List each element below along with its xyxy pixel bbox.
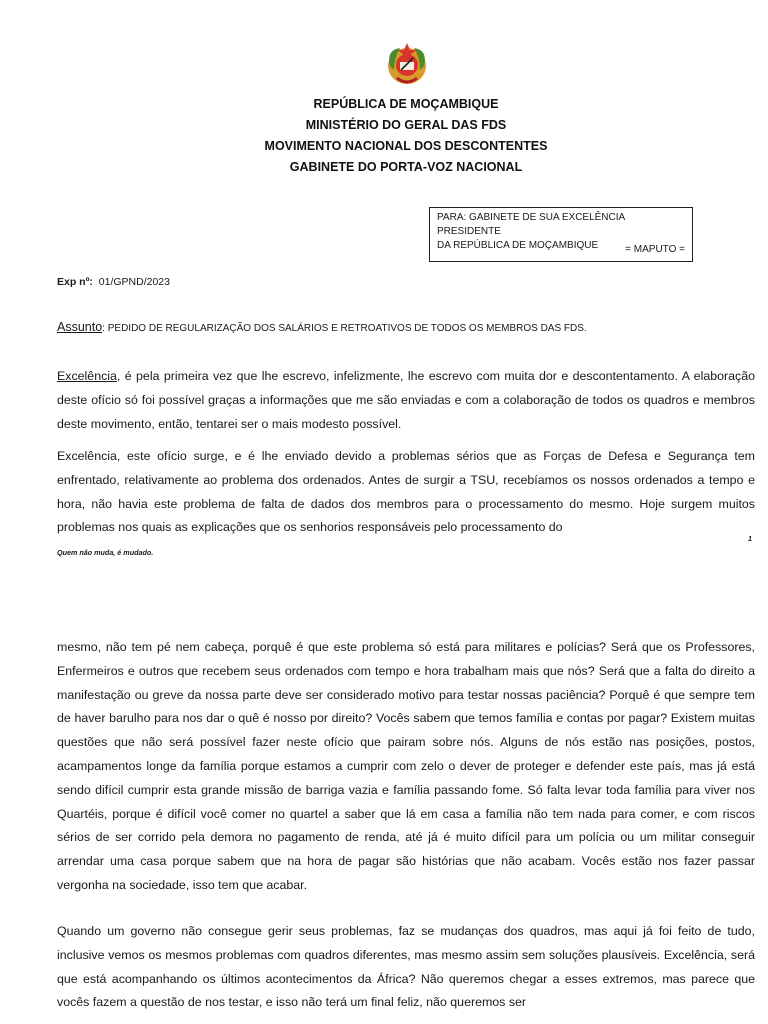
page-number: 1 (748, 536, 752, 543)
letterhead (0, 94, 768, 178)
body-paragraph-2: Excelência, este ofício surge, e é lhe enviado devido a problemas sérios que as Forças de Defesa e Segurança tem enfrentado, relativamente ao problema dos ordenados. Antes de surgir a TSU, recebíamos os nossos ordenados a tempo e hora, não havia este problema de falta de dados dos membros para o processamento do mesmo. Hoje surgem muitos problemas nos quais as explicações que os senhorios responsáveis pelo processamento do (57, 449, 755, 535)
recipient-line-1: PARA: GABINETE DE SUA EXCELÊNCIA PRESIDENTE (437, 212, 625, 237)
header-movement: MOVIMENTO NACIONAL DOS DESCONTENTES (264, 139, 548, 153)
subject-line (57, 320, 587, 334)
national-emblem-icon (380, 40, 434, 88)
subject-text: : PEDIDO DE REGULARIZAÇÃO DOS SALÁRIOS E RETROATIVOS DE TODOS OS MEMBROS DAS FDS. (102, 323, 587, 334)
header-ministry: MINISTÉRIO DO GERAL DAS FDS (305, 118, 507, 132)
header-office: GABINETE DO PORTA-VOZ NACIONAL (289, 160, 523, 174)
recipient-box (429, 207, 693, 262)
body-paragraph-4: Quando um governo não consegue gerir seus problemas, faz se mudanças dos quadros, mas aqui já foi feito de tudo, inclusive vemos os mesmos problemas com quadros diferentes, mas mesmo assim sem soluções plausíveis. Excelência, será que está acompanhando os últimos acontecimentos da África? Não queremos chegar a esses extremos, mas parece que vocês fazem a questão de nos testar, e isso não terá um final feliz, não queremos ser (57, 924, 755, 1010)
paragraph-1-text: , é pela primeira vez que lhe escrevo, infelizmente, lhe escrevo com muita dor e descontentamento. A elaboração deste ofício só foi possível graças a informações que me são enviadas e com a colaboração de todos os quadros e membros deste movimento, então, tentarei ser o mais modesto possível. (57, 369, 755, 431)
document-page-2 (0, 612, 768, 1024)
salutation: Excelência (57, 369, 117, 383)
body-paragraph-3: mesmo, não tem pé nem cabeça, porquê é que este problema só está para militares e polícias? Será que os Professores, Enfermeiros e outros que recebem seus ordenados com tempo e hora trabalham mais que nós? Será que a falta do direito a manifestação ou greve da nossa parte deve ser considerado motivo para testar nossas paciência? Porquê é que sempre tem de haver barulho para nos dar o quê é nosso por direito? Vocês sabem que temos família e contas por pagar? Existem muitas questões que não será possível fazer neste ofício que pairam sobre nós. Alguns de nós estão nas posições, postos, acampamentos longe da família porque estamos a cumprir com zelo o dever de proteger e defender este país, mas já está sendo difícil cumprir esta grande missão de barriga vazia e família passando fome. Só falta levar toda família para viver nos Quartéis, porque é difícil você comer no quartel a saber que lá em casa a família não tem nada para comer, e com riscos sérios de ser corrido pela demora no pagamento de renda, até já é muito difícil para um polícia ou um militar conseguir arrendar uma casa porque sabem que na hora de pagar são histórias que não acabam. Vocês estão nos fazer passar vergonha na sociedade, isso tem que acabar. (57, 640, 755, 892)
footer-motto: Quem não muda, é mudado. (57, 548, 154, 557)
recipient-line-2: DA REPÚBLICA DE MOÇAMBIQUE (437, 240, 599, 251)
reference-number (57, 276, 170, 288)
reference-label: Exp nº: (57, 276, 93, 288)
header-country: REPÚBLICA DE MOÇAMBIQUE (313, 97, 499, 111)
recipient-city: = MAPUTO = (625, 244, 685, 255)
subject-label: Assunto (57, 320, 103, 334)
reference-value: 01/GPND/2023 (98, 276, 170, 288)
body-paragraph-1 (57, 365, 755, 436)
